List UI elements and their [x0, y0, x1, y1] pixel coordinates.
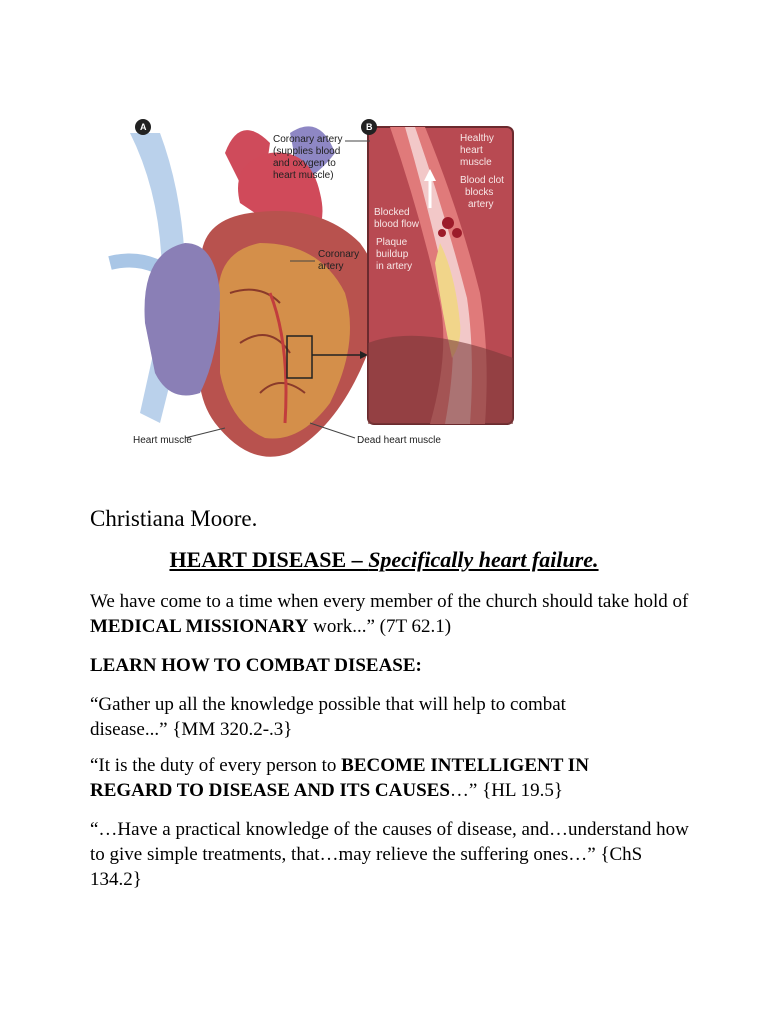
paragraph-quote-2 [90, 753, 650, 803]
title-subtitle: Specifically heart failure. [368, 547, 599, 572]
label-healthy-heart-muscle: Healthy heart muscle [460, 133, 494, 168]
label-dead-heart-muscle: Dead heart muscle [357, 435, 441, 446]
para3-text: “It is the duty of every person to [90, 755, 342, 776]
para1-bold: MEDICAL MISSIONARY [90, 616, 309, 637]
para3-end: …” {HL 19.5} [449, 780, 563, 801]
paragraph-intro [90, 589, 690, 639]
para1-text: We have come to a time when every member of the church should take hold of [90, 591, 689, 612]
para1-end: work...” (7T 62.1) [308, 616, 452, 637]
author-name: Christiana Moore. [90, 506, 258, 531]
label-heart-muscle: Heart muscle [133, 435, 192, 446]
label-coronary-artery-1: Coronary artery (supplies blood and oxygen to heart muscle) [273, 134, 343, 181]
title-main: HEART DISEASE – [169, 547, 369, 572]
label-coronary-artery-2: Coronary artery [318, 249, 360, 272]
heart-drawing [110, 126, 380, 456]
label-blood-clot: Blood clot blocks artery [460, 175, 504, 210]
paragraph-quote-1: “Gather up all the knowledge possible that will help to combat disease...” {MM 320.2-.3} [90, 694, 566, 740]
paragraph-quote-3: “…Have a practical knowledge of the causes of disease, and…understand how to give simple treatments, that…may relieve the suffering ones…” {ChS 134.2} [90, 819, 689, 890]
label-blocked-blood-flow: Blocked blood flow [374, 207, 420, 230]
panel-b-badge-text: B [366, 122, 373, 132]
page-title [0, 547, 768, 573]
para3-bold: BECOME INTELLIGENT IN REGARD TO DISEASE AND ITS CAUSES [90, 755, 589, 801]
panel-a-badge-text: A [140, 122, 147, 132]
label-plaque-buildup: Plaque buildup in artery [376, 237, 413, 272]
section-heading: LEARN HOW TO COMBAT DISEASE: [90, 655, 422, 676]
heart-attack-illustration [90, 93, 538, 493]
artery-closeup-panel [368, 127, 513, 424]
